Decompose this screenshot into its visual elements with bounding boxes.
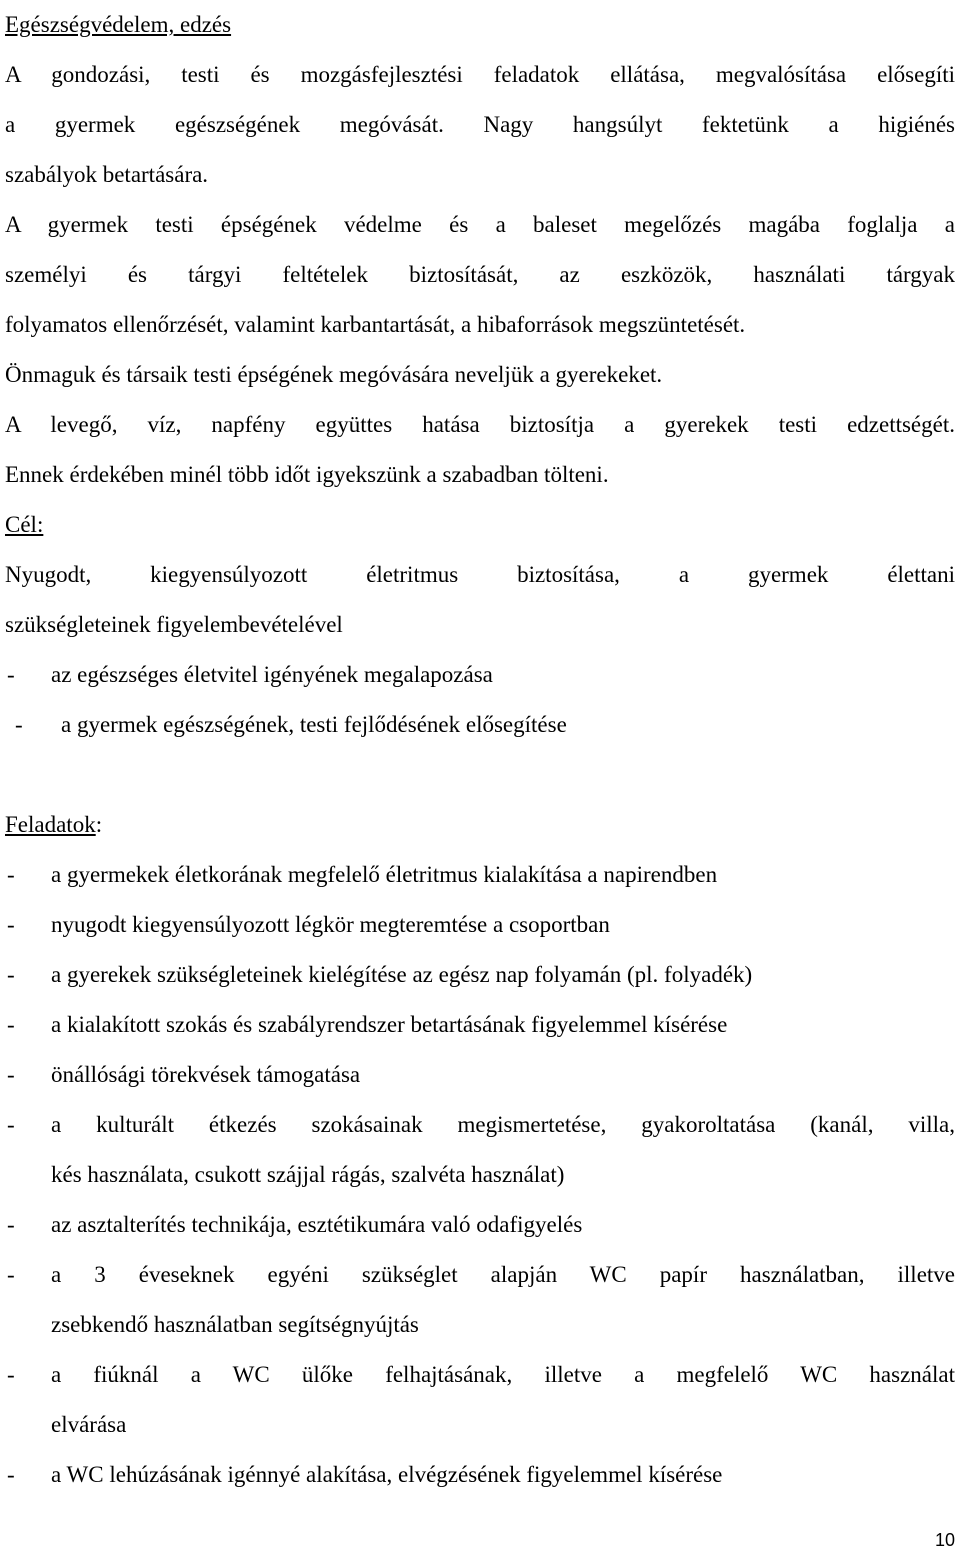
tasks-heading-text: Feladatok <box>5 812 96 837</box>
goal-list-item <box>5 700 955 750</box>
dash-bullet: - <box>7 1112 15 1137</box>
dash-bullet: - <box>7 1262 15 1287</box>
task-item <box>5 1450 955 1500</box>
dash-bullet: - <box>7 1462 15 1487</box>
task-item-text: a gyerekek szükségleteinek kielégítése az egész nap folyamán (pl. folyadék) <box>51 962 753 987</box>
section-title: Egészségvédelem, edzés <box>5 12 232 37</box>
paragraph-line: a gyermek egészségének megóvását. Nagy hangsúlyt fektetünk a higiénés <box>5 112 955 137</box>
task-item-text: a fiúknál a WC ülőke felhajtásának, illetve a megfelelő WC használat <box>51 1362 955 1387</box>
task-item <box>5 1000 955 1050</box>
task-item <box>5 1200 955 1250</box>
task-item-text: a 3 éveseknek egyéni szükséglet alapján WC papír használatban, illetve <box>51 1262 955 1287</box>
goal-list-item-text: az egészséges életvitel igényének megalapozása <box>51 662 493 687</box>
paragraph-line: szabályok betartására. <box>5 162 209 187</box>
paragraph-line: Ennek érdekében minél több időt igyekszünk a szabadban tölteni. <box>5 462 609 487</box>
task-item <box>5 1350 955 1400</box>
goal-list-item <box>5 650 955 700</box>
task-item-text: a gyermekek életkorának megfelelő életritmus kialakítása a napirendben <box>51 862 718 887</box>
task-item-text: a kulturált étkezés szokásainak megismertetése, gyakoroltatása (kanál, villa, <box>51 1112 955 1137</box>
task-item-text: a WC lehúzásának igénnyé alakítása, elvégzésének figyelemmel kísérése <box>51 1462 723 1487</box>
goal-text-line: Nyugodt, kiegyensúlyozott életritmus biztosítása, a gyermek élettani <box>5 562 955 587</box>
task-item <box>5 1100 955 1150</box>
dash-bullet: - <box>7 962 15 987</box>
paragraph-line: A gyermek testi épségének védelme és a baleset megelőzés magába foglalja a <box>5 212 955 237</box>
dash-bullet: - <box>7 662 15 687</box>
tasks-heading-colon: : <box>95 812 103 837</box>
page-number: 10 <box>934 1530 955 1550</box>
paragraph-line: A gondozási, testi és mozgásfejlesztési feladatok ellátása, megvalósítása elősegíti <box>5 62 955 87</box>
blank-line <box>5 750 955 800</box>
dash-bullet: - <box>7 862 15 887</box>
paragraph-line: A levegő, víz, napfény együttes hatása biztosítja a gyerekek testi edzettségét. <box>5 412 955 437</box>
task-item-text: önállósági törekvések támogatása <box>51 1062 361 1087</box>
task-item <box>5 900 955 950</box>
task-item-continuation: kés használata, csukott szájjal rágás, szalvéta használat) <box>51 1162 565 1187</box>
dash-bullet: - <box>7 912 15 937</box>
dash-bullet: - <box>7 1362 15 1387</box>
dash-bullet: - <box>15 712 23 737</box>
task-item-text: a kialakított szokás és szabályrendszer betartásának figyelemmel kísérése <box>51 1012 728 1037</box>
task-item <box>5 950 955 1000</box>
document-page <box>5 0 955 1500</box>
goal-list-item-text: a gyermek egészségének, testi fejlődésének elősegítése <box>61 712 567 737</box>
task-item-text: az asztalterítés technikája, esztétikumára való odafigyelés <box>51 1212 583 1237</box>
tasks-heading <box>5 800 955 850</box>
goal-heading: Cél: <box>5 512 44 537</box>
task-item-continuation: elvárása <box>51 1412 127 1437</box>
paragraph-line: folyamatos ellenőrzését, valamint karbantartását, a hibaforrások megszüntetését. <box>5 312 746 337</box>
task-item <box>5 1250 955 1300</box>
task-item-text: nyugodt kiegyensúlyozott légkör megteremtése a csoportban <box>51 912 610 937</box>
paragraph-line: Önmaguk és társaik testi épségének megóvására neveljük a gyerekeket. <box>5 362 663 387</box>
goal-text-line: szükségleteinek figyelembevételével <box>5 612 343 637</box>
task-item-continuation: zsebkendő használatban segítségnyújtás <box>51 1312 419 1337</box>
dash-bullet: - <box>7 1062 15 1087</box>
task-item <box>5 1050 955 1100</box>
dash-bullet: - <box>7 1012 15 1037</box>
paragraph-line: személyi és tárgyi feltételek biztosítását, az eszközök, használati tárgyak <box>5 262 955 287</box>
dash-bullet: - <box>7 1212 15 1237</box>
task-item <box>5 850 955 900</box>
